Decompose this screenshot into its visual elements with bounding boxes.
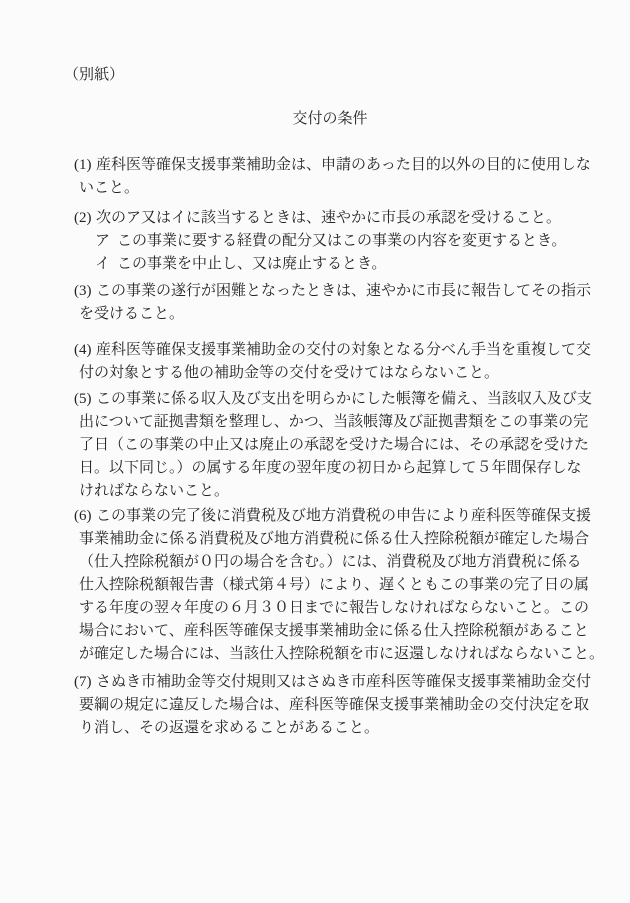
condition-item-1: (1) 産科医等確保支援事業補助金は、申請のあった目的以外の目的に使用しな いこと。 — [0, 154, 630, 200]
condition-item-3: (3) この事業の遂行が困難となったときは、速やかに市長に報告してその指示 を受けること。 — [0, 280, 630, 326]
condition-item-5: (5) この事業に係る収入及び支出を明らかにした帳簿を備え、当該収入及び支 出について証拠書類を整理し、かつ、当該帳簿及び証拠書類をこの事業の完 了日（この事業の中止又は廃止の承認を受けた場合には、その承認を受けた 日。以下同じ。）の属する年度の翌年度の初日から起算して５年間保存しな ければならないこと。 — [0, 388, 630, 503]
item-number: (1) — [74, 157, 92, 173]
condition-item-2: (2) 次のア又はイに該当するときは、速やかに市長の承認を受けること。 — [0, 207, 630, 230]
conditions-list — [0, 154, 630, 740]
condition-item-7: (7) さぬき市補助金等交付規則又はさぬき市産科医等確保支援事業補助金交付 要綱の規定に違反した場合は、産科医等確保支援事業補助金の交付決定を取 り消し、その返還を求めることがあること。 — [0, 671, 630, 740]
item-number: (7) — [74, 674, 92, 690]
subitem-marker: ア — [95, 233, 111, 249]
subitem-marker: イ — [95, 256, 111, 272]
condition-subitem-ア: ア この事業に要する経費の配分又はこの事業の内容を変更するとき。 — [0, 230, 630, 253]
corner-label: （別紙） — [64, 67, 125, 83]
document-title: 交付の条件 — [292, 111, 368, 127]
item-number: (3) — [74, 283, 92, 299]
item-number: (6) — [74, 508, 92, 524]
condition-item-6: (6) この事業の完了後に消費税及び地方消費税の申告により産科医等確保支援 事業補助金に係る消費税及び地方消費税に係る仕入控除税額が確定した場合 （仕入控除税額が０円の場合を含む。）には、消費税及び地方消費税に係る 仕入控除税額報告書（様式第４号）により、遅くともこの事業の完了日の属 する年度の翌々年度の６月３０日までに報告しなければならないこと。この 場合において、産科医等確保支援事業補助金に係る仕入控除税額があること が確定した場合には、当該仕入控除税額を市に返還しなければならないこと。 — [0, 505, 630, 666]
item-number: (5) — [74, 391, 92, 407]
condition-subitem-イ: イ この事業を中止し、又は廃止するとき。 — [0, 253, 630, 276]
item-number: (4) — [74, 342, 92, 358]
condition-item-4: (4) 産科医等確保支援事業補助金の交付の対象となる分べん手当を重複して交 付の対象とする他の補助金等の交付を受けてはならないこと。 — [0, 339, 630, 385]
item-number: (2) — [74, 210, 92, 226]
